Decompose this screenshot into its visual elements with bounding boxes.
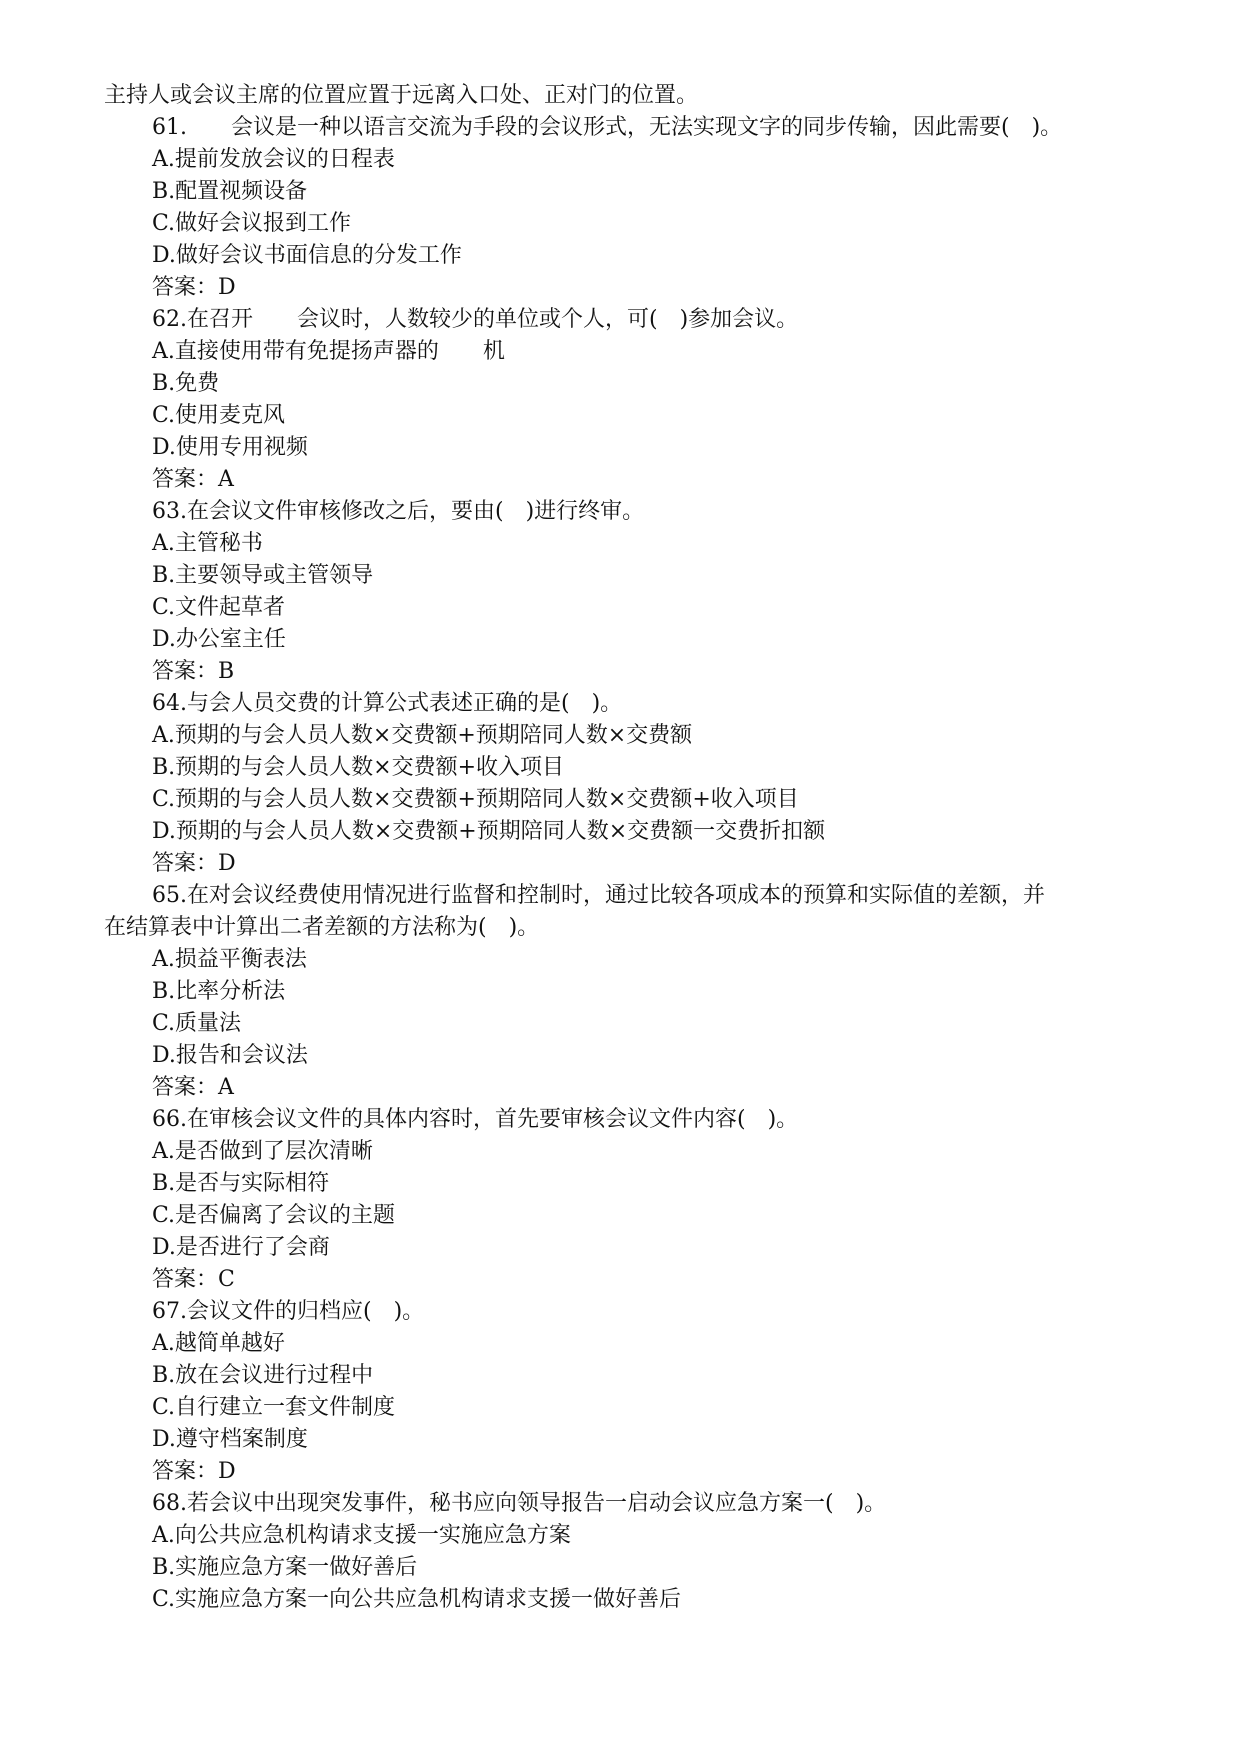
question-62: 62.在召开 会议时，人数较少的单位或个人，可( )参加会议。 [152, 307, 799, 332]
option-b: B.是否与实际相符 [152, 1171, 330, 1196]
option-b: B.实施应急方案一做好善后 [152, 1555, 418, 1580]
answer: 答案：D [152, 851, 236, 876]
option-c: C.是否偏离了会议的主题 [152, 1203, 396, 1228]
question-63: 63.在会议文件审核修改之后，要由( )进行终审。 [152, 499, 645, 524]
option-d: D.做好会议书面信息的分发工作 [152, 243, 462, 268]
option-d: D.遵守档案制度 [152, 1427, 308, 1452]
option-a: A.损益平衡表法 [152, 947, 307, 972]
answer: 答案：D [152, 275, 236, 300]
question-61: 61. 会议是一种以语言交流为手段的会议形式，无法实现文字的同步传输，因此需要( )。 [152, 115, 1063, 140]
option-a: A.越简单越好 [152, 1331, 285, 1356]
option-c: C.质量法 [152, 1011, 242, 1036]
option-c: C.预期的与会人员人数×交费额+预期陪同人数×交费额+收入项目 [152, 787, 799, 812]
option-a: A.预期的与会人员人数×交费额+预期陪同人数×交费额 [152, 723, 693, 748]
option-d: D.办公室主任 [152, 627, 286, 652]
option-c: C.文件起草者 [152, 595, 286, 620]
option-c: C.做好会议报到工作 [152, 211, 352, 236]
option-b: B.预期的与会人员人数×交费额+收入项目 [152, 755, 565, 780]
question-65-continued: 在结算表中计算出二者差额的方法称为( )。 [104, 915, 540, 940]
option-b: B.配置视频设备 [152, 179, 308, 204]
text-line: 主持人或会议主席的位置应置于远离入口处、正对门的位置。 [104, 83, 699, 108]
option-b: B.比率分析法 [152, 979, 286, 1004]
question-64: 64.与会人员交费的计算公式表述正确的是( )。 [152, 691, 623, 716]
option-c: C.自行建立一套文件制度 [152, 1395, 396, 1420]
option-d: D.是否进行了会商 [152, 1235, 330, 1260]
answer: 答案：C [152, 1267, 235, 1292]
option-a: A.是否做到了层次清晰 [152, 1139, 373, 1164]
answer: 答案：A [152, 1075, 234, 1100]
option-c: C.使用麦克风 [152, 403, 286, 428]
question-65: 65.在对会议经费使用情况进行监督和控制时，通过比较各项成本的预算和实际值的差额，并 [152, 883, 1045, 908]
option-b: B.免费 [152, 371, 220, 396]
option-b: B.主要领导或主管领导 [152, 563, 374, 588]
option-d: D.报告和会议法 [152, 1043, 308, 1068]
option-a: A.提前发放会议的日程表 [152, 147, 395, 172]
option-d: D.预期的与会人员人数×交费额+预期陪同人数×交费额一交费折扣额 [152, 819, 826, 844]
option-b: B.放在会议进行过程中 [152, 1363, 374, 1388]
answer: 答案：B [152, 659, 235, 684]
answer: 答案：A [152, 467, 234, 492]
option-a: A.直接使用带有免提扬声器的 机 [152, 339, 505, 364]
option-c: C.实施应急方案一向公共应急机构请求支援一做好善后 [152, 1587, 682, 1612]
option-a: A.向公共应急机构请求支援一实施应急方案 [152, 1523, 571, 1548]
answer: 答案：D [152, 1459, 236, 1484]
option-a: A.主管秘书 [152, 531, 263, 556]
question-66: 66.在审核会议文件的具体内容时，首先要审核会议文件内容( )。 [152, 1107, 799, 1132]
question-67: 67.会议文件的归档应( )。 [152, 1299, 425, 1324]
question-68: 68.若会议中出现突发事件，秘书应向领导报告一启动会议应急方案一( )。 [152, 1491, 887, 1516]
option-d: D.使用专用视频 [152, 435, 308, 460]
